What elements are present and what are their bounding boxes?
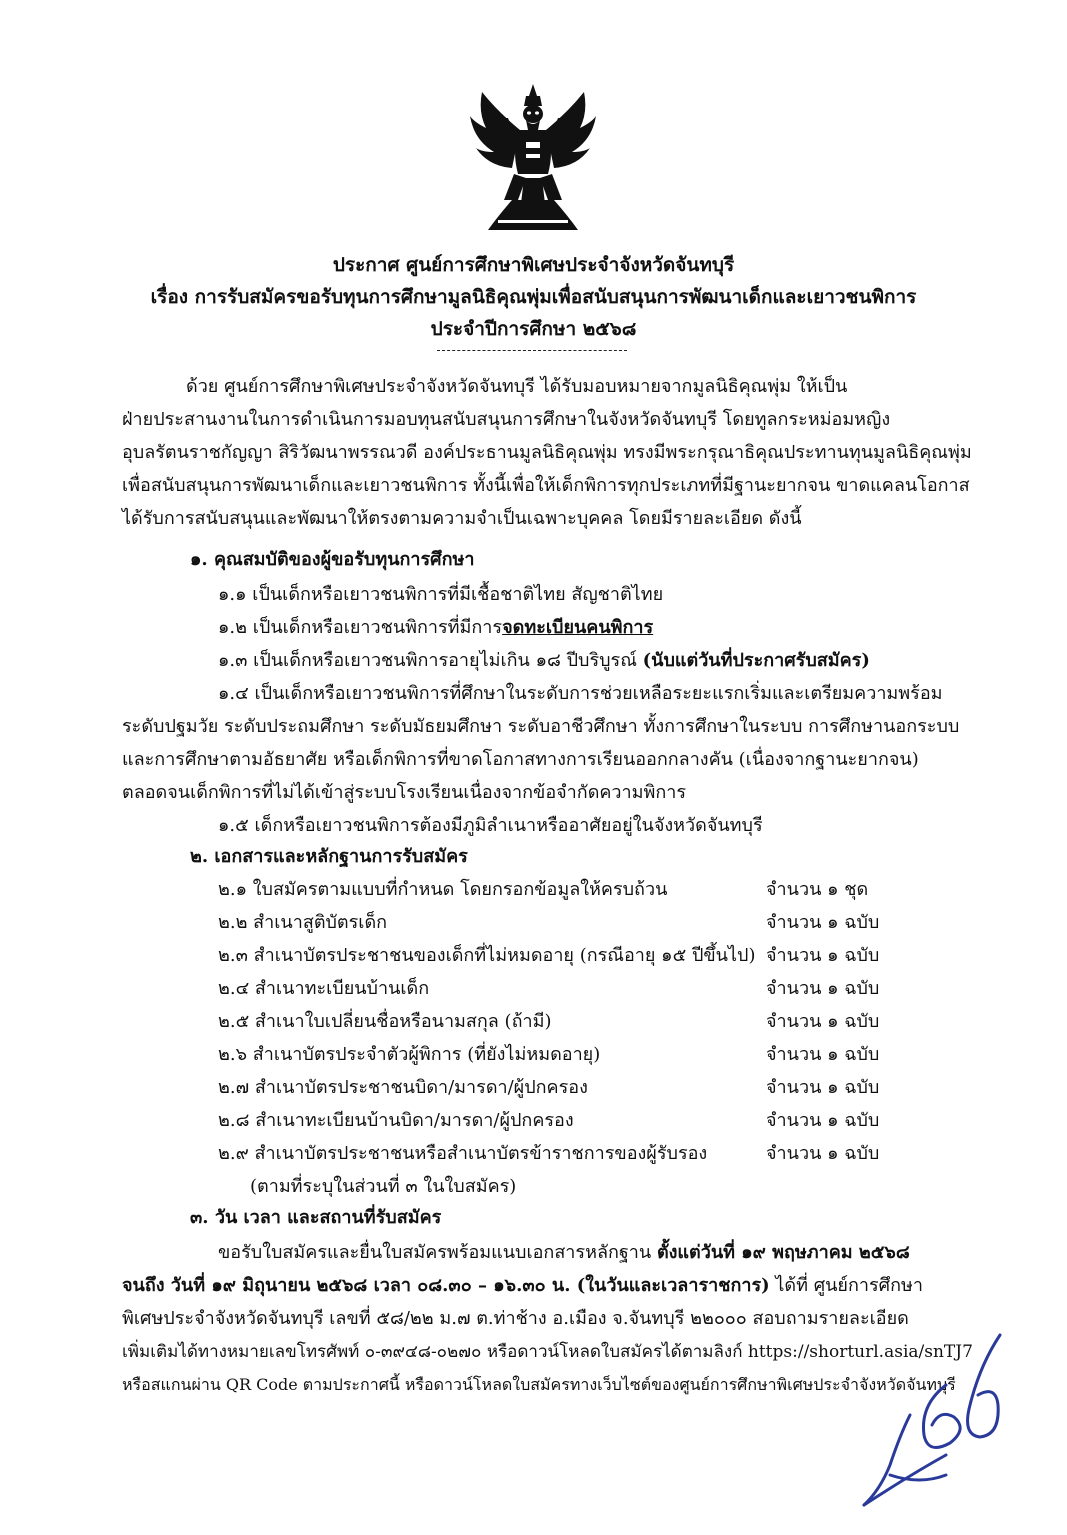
doc-item-qty: จำนวน ๑ ฉบับ — [766, 945, 880, 966]
section-1-item-5: ๑.๕ เด็กหรือเยาวชนพิการต้องมีภูมิลำเนาหรืออาศัยอยู่ในจังหวัดจันทบุรี — [218, 815, 763, 836]
doc-item-qty: จำนวน ๑ ฉบับ — [766, 1011, 880, 1032]
handwritten-signature — [850, 1325, 1030, 1515]
doc-item-qty: จำนวน ๑ ฉบับ — [766, 1143, 880, 1164]
intro-line-4: เพื่อสนับสนุนการพัฒนาเด็กและเยาวชนพิการ ทั้งนี้เพื่อให้เด็กพิการทุกประเภทที่มีฐานะยากจน ขาดแคลนโอกาส — [122, 475, 970, 496]
doc-item-label: ๒.๓ สำเนาบัตรประชาชนของเด็กที่ไม่หมดอายุ (กรณีอายุ ๑๕ ปีขึ้นไป) — [218, 945, 756, 966]
section-3-line-2: จนถึง วันที่ ๑๙ มิถุนายน ๒๕๖๘ เวลา ๐๘.๓๐ – ๑๖.๓๐ น. (ในวันและเวลาราชการ) ได้ที่ ศูนย์การศึกษา — [122, 1275, 923, 1296]
section-1-item-1: ๑.๑ เป็นเด็กหรือเยาวชนพิการที่มีเชื้อชาติไทย สัญชาติไทย — [218, 584, 664, 605]
section-1-item-2: ๑.๒ เป็นเด็กหรือเยาวชนพิการที่มีการจดทะเบียนคนพิการ — [218, 617, 654, 638]
section-3-line-3: พิเศษประจำจังหวัดจันทบุรี เลขที่ ๕๘/๒๒ ม.๗ ต.ท่าช้าง อ.เมือง จ.จันทบุรี ๒๒๐๐๐ สอบถามรายละเอียด — [122, 1308, 909, 1329]
section-3-line-1: ขอรับใบสมัครและยื่นใบสมัครพร้อมแนบเอกสารหลักฐาน ตั้งแต่วันที่ ๑๙ พฤษภาคม ๒๕๖๘ — [218, 1242, 910, 1263]
doc-item-qty: จำนวน ๑ ฉบับ — [766, 912, 880, 933]
garuda-emblem — [468, 82, 598, 232]
announcement-title: ประกาศ ศูนย์การศึกษาพิเศษประจำจังหวัดจันทบุรี — [332, 254, 735, 276]
announcement-subject: เรื่อง การรับสมัครขอรับทุนการศึกษามูลนิธิคุณพุ่มเพื่อสนับสนุนการพัฒนาเด็กและเยาวชนพิการ — [150, 286, 917, 308]
section-1-item-4-line-1: ๑.๔ เป็นเด็กหรือเยาวชนพิการที่ศึกษาในระดับการช่วยเหลือระยะแรกเริ่มและเตรียมความพร้อม — [218, 683, 943, 704]
doc-item-label: ๒.๑ ใบสมัครตามแบบที่กำหนด โดยกรอกข้อมูลให้ครบถ้วน — [218, 879, 668, 900]
doc-item-label: ๒.๕ สำเนาใบเปลี่ยนชื่อหรือนามสกุล (ถ้ามี) — [218, 1011, 552, 1032]
doc-item-qty: จำนวน ๑ ฉบับ — [766, 978, 880, 999]
doc-item-qty: จำนวน ๑ ชุด — [766, 879, 869, 900]
intro-line-5: ได้รับการสนับสนุนและพัฒนาให้ตรงตามความจำเป็นเฉพาะบุคคล โดยมีรายละเอียด ดังนี้ — [122, 508, 802, 529]
doc-item-label: ๒.๖ สำเนาบัตรประจำตัวผู้พิการ (ที่ยังไม่หมดอายุ) — [218, 1044, 601, 1065]
section-3-line-5: หรือสแกนผ่าน QR Code ตามประกาศนี้ หรือดาวน์โหลดใบสมัครทางเว็บไซต์ของศูนย์การศึกษาพิเศษประจำจังหวัดจันทบุรี — [122, 1375, 956, 1394]
announcement-year: ประจำปีการศึกษา ๒๕๖๘ — [430, 318, 637, 340]
doc-item-label: ๒.๘ สำเนาทะเบียนบ้านบิดา/มารดา/ผู้ปกครอง — [218, 1110, 574, 1131]
doc-item-qty: จำนวน ๑ ฉบับ — [766, 1110, 880, 1131]
section-2-heading: ๒. เอกสารและหลักฐานการรับสมัคร — [190, 846, 468, 867]
intro-line-3: อุบลรัตนราชกัญญา สิริวัฒนาพรรณวดี องค์ประธานมูลนิธิคุณพุ่ม ทรงมีพระกรุณาธิคุณประทานทุนมูลนิธิคุณพุ่ม — [122, 442, 972, 463]
section-3-line-4: เพิ่มเติมได้ทางหมายเลขโทรศัพท์ ๐-๓๙๔๘-๐๒๗๐ หรือดาวน์โหลดใบสมัครได้ตามลิงก์ https://shorturl.asia/snTJ7 — [122, 1342, 973, 1362]
doc-item-label: ๒.๔ สำเนาทะเบียนบ้านเด็ก — [218, 978, 430, 999]
doc-item-9-note: (ตามที่ระบุในส่วนที่ ๓ ในใบสมัคร) — [250, 1176, 517, 1197]
age-emphasis: (นับแต่วันที่ประกาศรับสมัคร) — [642, 650, 870, 671]
section-1-item-4-line-2: ระดับปฐมวัย ระดับประถมศึกษา ระดับมัธยมศึกษา ระดับอาชีวศึกษา ทั้งการศึกษาในระบบ การศึกษานอกระบบ — [122, 716, 960, 737]
section-1-heading: ๑. คุณสมบัติของผู้ขอรับทุนการศึกษา — [190, 549, 475, 570]
header-separator — [437, 350, 627, 351]
doc-item-label: ๒.๗ สำเนาบัตรประชาชนบิดา/มารดา/ผู้ปกครอง — [218, 1077, 588, 1098]
intro-line-1: ด้วย ศูนย์การศึกษาพิเศษประจำจังหวัดจันทบุรี ได้รับมอบหมายจากมูลนิธิคุณพุ่ม ให้เป็น — [186, 376, 848, 397]
doc-item-label: ๒.๙ สำเนาบัตรประชาชนหรือสำเนาบัตรข้าราชการของผู้รับรอง — [218, 1143, 708, 1164]
doc-item-qty: จำนวน ๑ ฉบับ — [766, 1044, 880, 1065]
section-3-heading: ๓. วัน เวลา และสถานที่รับสมัคร — [190, 1207, 442, 1228]
intro-line-2: ฝ่ายประสานงานในการดำเนินการมอบทุนสนับสนุนการศึกษาในจังหวัดจันทบุรี โดยทูลกระหม่อมหญิง — [122, 409, 891, 430]
section-1-item-3: ๑.๓ เป็นเด็กหรือเยาวชนพิการอายุไม่เกิน ๑๘ ปีบริบูรณ์ (นับแต่วันที่ประกาศรับสมัคร) — [218, 650, 870, 671]
doc-item-qty: จำนวน ๑ ฉบับ — [766, 1077, 880, 1098]
registration-emphasis: จดทะเบียนคนพิการ — [502, 617, 654, 638]
doc-item-label: ๒.๒ สำเนาสูติบัตรเด็ก — [218, 912, 388, 933]
section-1-item-4-line-3: และการศึกษาตามอัธยาศัย หรือเด็กพิการที่ขาดโอกาสทางการเรียนออกกลางคัน (เนื่องจากฐานะยากจน) — [122, 749, 919, 770]
section-1-item-4-line-4: ตลอดจนเด็กพิการที่ไม่ได้เข้าสู่ระบบโรงเรียนเนื่องจากข้อจำกัดความพิการ — [122, 782, 687, 803]
